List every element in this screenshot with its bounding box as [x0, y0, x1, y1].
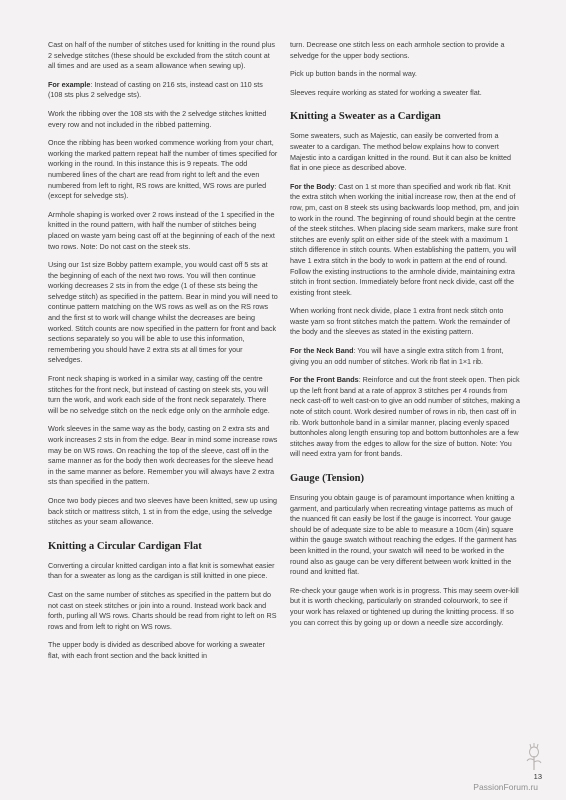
- site-watermark: PassionForum.ru: [473, 782, 538, 792]
- body-paragraph: [290, 182, 520, 299]
- body-paragraph: Cast on the same number of stitches as specified in the pattern but do not cast on steek stitches or join into a round. Instead work back and forth, purling all WS rows. Charts should be read from right to left on RS rows and from left to right on WS rows.: [48, 589, 277, 631]
- body-paragraph: Armhole shaping is worked over 2 rows instead of the 1 specified in the knitted in the round pattern, with half the number of stitches being placed on waste yarn being cast off at the beginning of each of the next two rows. Note: Do not cast on the steek sts.: [48, 209, 275, 251]
- section-heading: Knitting a Circular Cardigan Flat: [48, 540, 202, 552]
- left-column: [48, 40, 278, 670]
- body-paragraph: When working front neck divide, place 1 extra front neck stitch onto waste yarn so front stitches match the pattern. Work the remainder of the body and the sleeves as stated in the existing pattern.: [290, 306, 510, 337]
- paragraph-lead: For the Front Bands: [290, 375, 359, 385]
- thistle-ornament-icon: [524, 742, 544, 772]
- page-number: 13: [533, 772, 542, 781]
- body-paragraph: [290, 346, 520, 367]
- body-paragraph: turn. Decrease one stitch less on each armhole section to provide a selvedge for the upper body sections.: [290, 40, 505, 60]
- paragraph-lead: For example: [48, 79, 91, 89]
- body-paragraph: Work the ribbing over the 108 sts with the 2 selvedge stitches knitted every row and not included in the ribbed patterning.: [48, 108, 267, 129]
- body-paragraph: Converting a circular knitted cardigan into a flat knit is somewhat easier than for a sweater as long as the cardigan is still knitted in one piece.: [48, 560, 275, 581]
- paragraph-text: : Instead of casting on 216 sts, instead cast on 110 sts (108 sts plus 2 selvedge sts).: [48, 79, 263, 100]
- body-paragraph: Sleeves require working as stated for working a sweater flat.: [290, 87, 482, 97]
- body-paragraph: [290, 375, 520, 460]
- paragraph-text: : You will have a single extra stitch from 1 front, giving you an odd number of stitches. Work rib flat in 1×1 rib.: [290, 346, 504, 366]
- paragraph-lead: For the Neck Band: [290, 346, 354, 356]
- body-paragraph: Once the ribbing has been worked commence working from your chart, working the marked pattern repeat half the number of times specified for working in the round. In this instance this is 9 repeats. The odd numbered lines of the chart are read from right to left and the even numbered from left to right, RS rows are knitted, WS rows are purled (except for selvedge sts).: [48, 138, 278, 201]
- paragraph-text: : Reinforce and cut the front steek open. Then pick up the left front band at a rate of approx 3 stitches per 4 rounds from neck cast-off to welt cast-on to give an odd number of stitches, making a note of stitch count. Work desired number of rows in rib, then cast off in rib. Work buttonhole band in a similar manner, placing evenly spaced buttonholes along length ensuring top and bottom buttonholes are a few stitches away from the edges to allow for the size of button. Note: You will need extra yarn for front bands.: [290, 375, 520, 459]
- body-paragraph: Some sweaters, such as Majestic, can easily be converted from a sweater to a cardigan. The method below explains how to convert Majestic into a cardigan knitted in the round. But it can also be knitted flat in one piece as described above.: [290, 131, 511, 173]
- section-heading: Knitting a Sweater as a Cardigan: [290, 111, 441, 123]
- body-paragraph: The upper body is divided as described above for working a sweater flat, with each front section and the back knitted in: [48, 640, 265, 660]
- body-paragraph: Ensuring you obtain gauge is of paramount importance when knitting a garment, and particularly when recreating vintage patterns as much of the nuanced fit can easily be lost if the gauge is incorrect. Your gauge should be of adequate size to be able to measure a 10cm (4in) square within the gauge swatch without reaching the edges. If the garment has been knitted in the round, your swatch will need to be worked in the round also as gauge can be very different between work knitted in the round and knitted flat.: [290, 493, 517, 577]
- body-paragraph: Work sleeves in the same way as the body, casting on 2 extra sts and work increases 2 sts in from the edge. Bear in mind some increase rows may be on WS rows. On reaching the top of the sleeve, cast off in the same manner as for the body then work decreases for the sleeve head in the same manner as before. Remember you will always have 2 extra sts than specified in the pattern.: [48, 424, 278, 487]
- body-paragraph: Re-check your gauge when work is in progress. This may seem over-kill but it is worth checking, particularly on stranded colourwork, to see if your work has relaxed or tightened up during the knitting process. If so you can correct this by going up or down a needle size accordingly.: [290, 585, 519, 627]
- body-paragraph: Once two body pieces and two sleeves have been knitted, sew up using back stitch or mattress stitch, 1 st in from the edge, using the selvedge stitches as your seam allowance.: [48, 495, 277, 527]
- body-paragraph: Front neck shaping is worked in a similar way, casting off the centre stitches for the front neck, but instead of casting on steek sts, you will turn the work, and work each side of the front neck separately. There will be no selvedge stitch on the neck edge only on the armhole edge.: [48, 374, 270, 415]
- body-paragraph: Pick up button bands in the normal way.: [290, 69, 417, 79]
- body-paragraph: Cast on half of the number of stitches used for knitting in the round plus 2 selvedge stitches (these should be excluded from the stitch count at all times and are used as a seam allowance when sewing up).: [48, 40, 275, 71]
- body-paragraph: Using our 1st size Bobby pattern example, you would cast off 5 sts at the beginning of each of the next two rows. You will then continue working decreases 2 sts in from the edge (1 of these sts being the selvedge stitch) as specified in the pattern. Bear in mind you will need to continue pattern matching on the WS rows as well as on the RS rows and the first st to work will change whilst the decreases are being worked. Stitch counts are now specified in the pattern for front and back sections separately so you will be able to use this information, remembering you should have 2 extra sts at all times for your selvedges.: [48, 260, 278, 365]
- body-paragraph: [48, 80, 278, 101]
- paragraph-lead: For the Body: [290, 181, 335, 191]
- right-column: [290, 40, 520, 636]
- paragraph-text: : Cast on 1 st more than specified and work rib flat. Knit the extra stitch when working the initial increase row, then at the end of row, pm, cast on 8 steek sts using backwards loop method, pm, and join to work in the round. The beginning of round should begin at the centre of the steek stitches. When placing side seam markers, make sure front stitches are evenly split on either side of the steek with a maximum 1 stitch difference in stitch counts. When establishing the pattern, you will have 1 extra stitch in the body to work in pattern at the end of round. Follow the existing instructions to the armhole divide, maintaining extra stitch in front section. Immediately before front neck divide, cast off the existing front steek.: [290, 181, 519, 297]
- section-heading: Gauge (Tension): [290, 473, 365, 484]
